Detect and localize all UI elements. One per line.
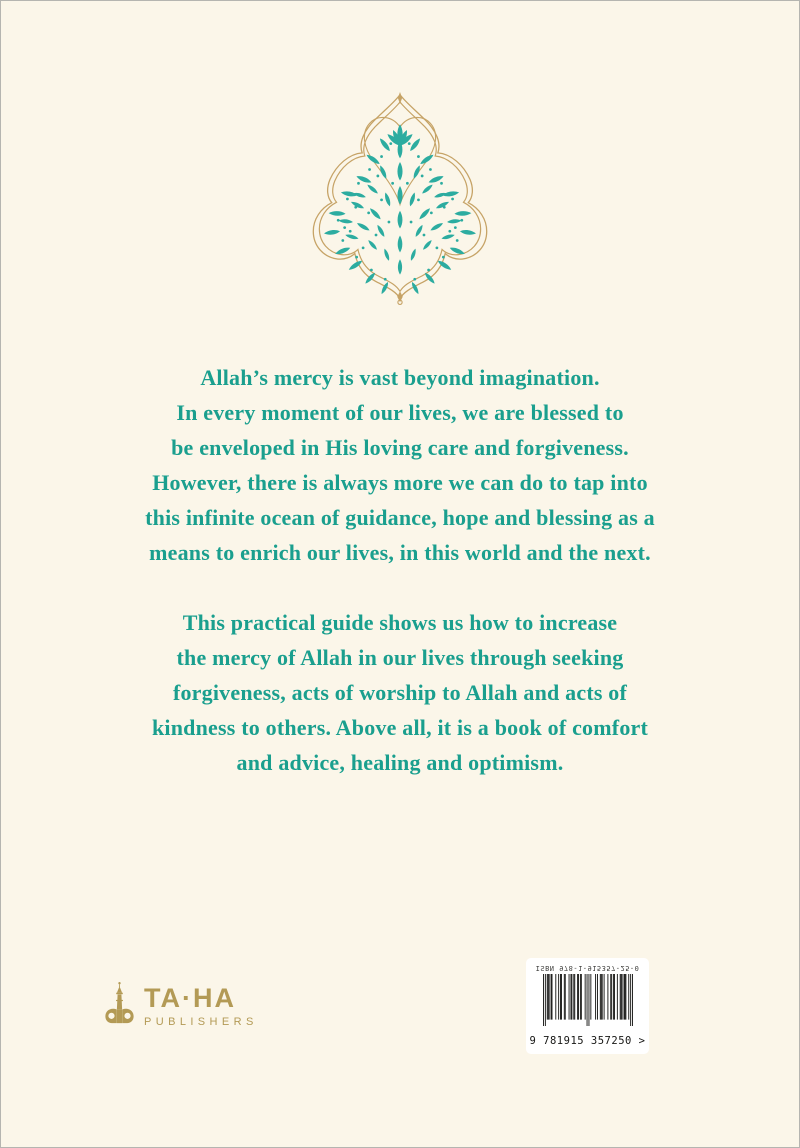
blurb-line: the mercy of Allah in our lives through seeking [176, 645, 624, 670]
blurb-line: and advice, healing and optimism. [236, 750, 564, 775]
mosque-minaret-icon [104, 979, 135, 1029]
ornament-medallion [306, 92, 494, 306]
blurb-line: Allah’s mercy is vast beyond imagination. [200, 365, 600, 390]
publisher-wordmark-block [144, 979, 258, 1028]
blurb-line: forgiveness, acts of worship to Allah and acts of [172, 680, 628, 705]
isbn-text: ISBN 978-1-915357-25-0 [535, 964, 640, 972]
blurb-line: means to enrich our lives, in this world and the next. [149, 540, 651, 565]
damask-medallion-icon [306, 92, 494, 306]
blurb-paragraph-1 [1, 360, 799, 570]
blurb-line: kindness to others. Above all, it is a book of comfort [151, 715, 649, 740]
blurb-line: This practical guide shows us how to increase [182, 610, 618, 635]
blurb-line: this infinite ocean of guidance, hope and blessing as a [145, 505, 655, 530]
publisher-wordmark: TA·HA [144, 983, 236, 1013]
blurb-paragraph-2 [1, 605, 799, 780]
blurb-line: be enveloped in His loving care and forgiveness. [171, 435, 629, 460]
publisher-logo [104, 979, 258, 1029]
blurb-line: In every moment of our lives, we are blessed to [176, 400, 624, 425]
publisher-subtitle: PUBLISHERS [144, 1016, 258, 1028]
blurb-line: However, there is always more we can do to tap into [152, 470, 648, 495]
barcode-panel [526, 958, 649, 1054]
ean13-barcode [543, 974, 633, 1026]
ean-digits: 9 781915 357250 > [529, 1035, 646, 1047]
